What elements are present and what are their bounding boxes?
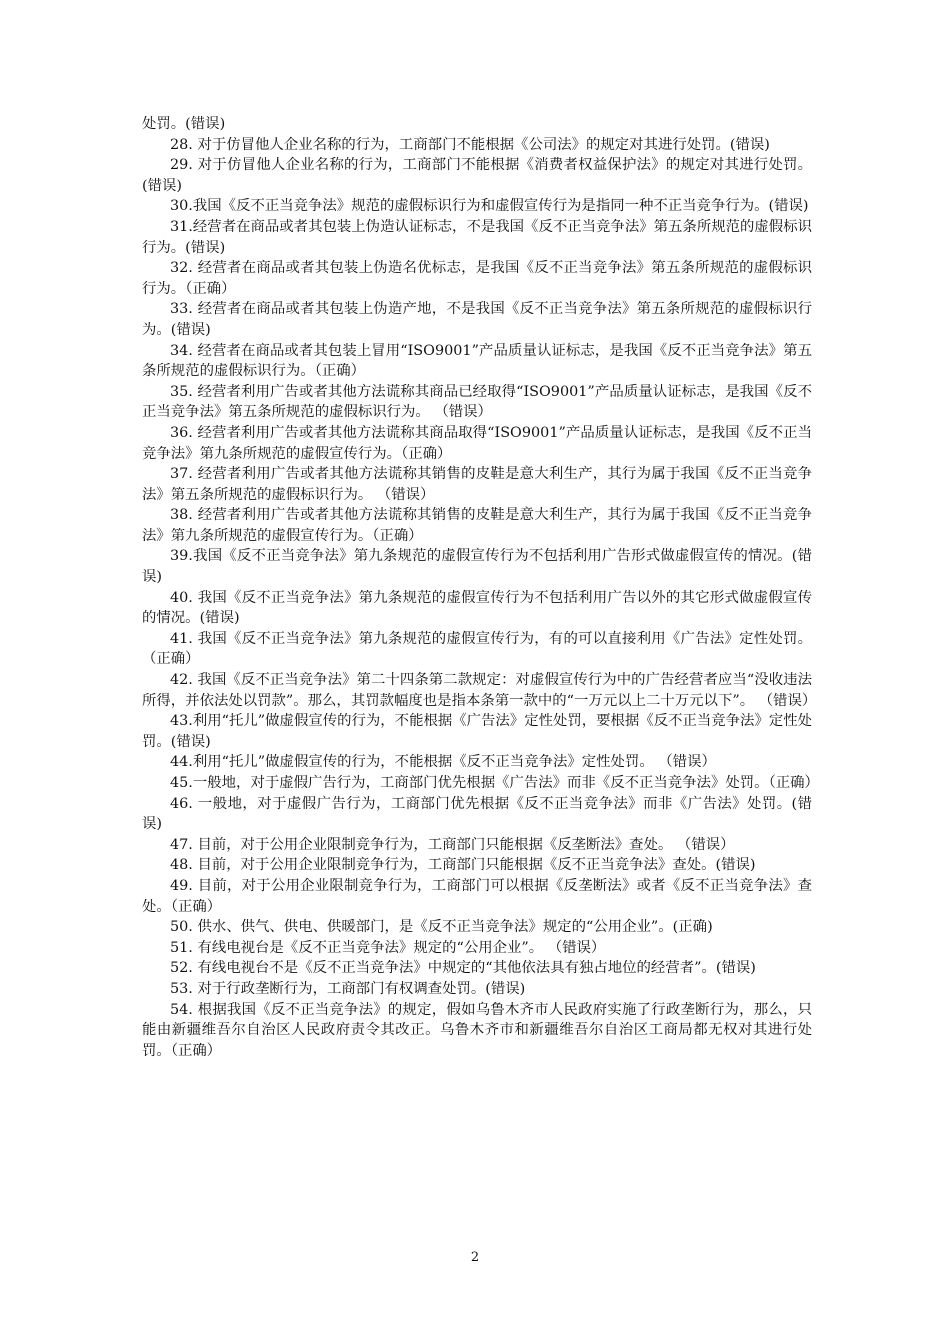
paragraph: 49. 目前，对于公用企业限制竞争行为，工商部门可以根据《反垄断法》或者《反不正当竞争法》查处。（正确） [142, 877, 812, 915]
paragraph: 45.一般地，对于虚假广告行为，工商部门优先根据《广告法》而非《反不正当竞争法》处罚。（正确） [170, 775, 819, 791]
paragraph: 33. 经营者在商品或者其包装上伪造产地，不是我国《反不正当竞争法》第五条所规范的虚假标识行为。(错误) [142, 301, 812, 338]
paragraph: 53. 对于行政垄断行为，工商部门有权调查处罚。(错误) [170, 980, 526, 997]
paragraph: 34. 经营者在商品或者其包装上冒用“ISO9001”产品质量认证标志，是我国《反不正当竞争法》第五条所规范的虚假标识行为。（正确） [142, 342, 812, 380]
paragraph: 46. 一般地，对于虚假广告行为，工商部门优先根据《反不正当竞争法》而非《广告法》处罚。(错误) [142, 795, 812, 833]
paragraph: 38. 经营者利用广告或者其他方法谎称其销售的皮鞋是意大利生产，其行为属于我国《反不正当竞争法》第九条所规范的虚假宣传行为。（正确） [142, 507, 812, 544]
paragraph: 54. 根据我国《反不正当竞争法》的规定，假如乌鲁木齐市人民政府实施了行政垄断行为，那么，只能由新疆维吾尔自治区人民政府责令其改正。乌鲁木齐市和新疆维吾尔自治区工商局都无权对其进行处罚。（正确） [142, 1001, 812, 1059]
paragraph: 36. 经营者利用广告或者其他方法谎称其商品取得“ISO9001”产品质量认证标志，是我国《反不正当竞争法》第九条所规范的虚假宣传行为。（正确） [142, 424, 812, 462]
paragraph: 40. 我国《反不正当竞争法》第九条规范的虚假宣传行为不包括利用广告以外的其它形式做虚假宣传的情况。(错误) [142, 589, 812, 627]
paragraph: 35. 经营者利用广告或者其他方法谎称其商品已经取得“ISO9001”产品质量认证标志，是我国《反不正当竞争法》第五条所规范的虚假标识行为。 （错误） [142, 383, 812, 421]
paragraph: 44.利用“托儿”做虚假宣传的行为，不能根据《反不正当竞争法》定性处罚。 （错误） [170, 754, 716, 771]
paragraph: 48. 目前，对于公用企业限制竞争行为，工商部门只能根据《反不正当竞争法》查处。(错误) [170, 857, 756, 874]
document-body [142, 114, 819, 1061]
paragraph: 37. 经营者利用广告或者其他方法谎称其销售的皮鞋是意大利生产，其行为属于我国《反不正当竞争法》第五条所规范的虚假标识行为。 （错误） [142, 466, 812, 503]
paragraph: 41. 我国《反不正当竞争法》第九条规范的虚假宣传行为，有的可以直接利用《广告法》定性处罚。 （正确） [142, 630, 812, 668]
paragraph: 32. 经营者在商品或者其包装上伪造名优标志，是我国《反不正当竞争法》第五条所规范的虚假标识行为。（正确） [142, 260, 812, 297]
paragraph: 51. 有线电视台是《反不正当竞争法》规定的“公用企业”。 （错误） [170, 939, 606, 956]
page-number: 2 [470, 1250, 480, 1265]
paragraph: 29. 对于仿冒他人企业名称的行为，工商部门不能根据《消费者权益保护法》的规定对其进行处罚。(错误) [142, 157, 812, 194]
paragraph: 47. 目前，对于公用企业限制竞争行为，工商部门只能根据《反垄断法》查处。 （错误） [170, 836, 735, 853]
paragraph: 52. 有线电视台不是《反不正当竞争法》中规定的“其他依法具有独占地位的经营者”。(错误) [170, 960, 756, 977]
paragraph: 31.经营者在商品或者其包装上伪造认证标志，不是我国《反不正当竞争法》第五条所规范的虚假标识行为。(错误) [142, 218, 812, 256]
paragraph: 42. 我国《反不正当竞争法》第二十四条第二款规定：对虚假宣传行为中的广告经营者应当“没收违法所得，并依法处以罚款”。那么，其罚款幅度也是指本条第一款中的“一万元以上二十万元以下”。 （错误） [142, 672, 817, 709]
paragraph: 50. 供水、供气、供电、供暖部门，是《反不正当竞争法》规定的“公用企业”。(正确) [170, 919, 713, 936]
paragraph: 30.我国《反不正当竞争法》规范的虚假标识行为和虚假宣传行为是指同一种不正当竞争行为。(错误) [170, 198, 809, 215]
paragraph: 39.我国《反不正当竞争法》第九条规范的虚假宣传行为不包括利用广告形式做虚假宣传的情况。(错误) [142, 548, 812, 586]
paragraph: 28. 对于仿冒他人企业名称的行为，工商部门不能根据《公司法》的规定对其进行处罚。(错误) [170, 136, 770, 153]
paragraph: 处罚。(错误) [142, 116, 226, 132]
paragraph: 43.利用“托儿”做虚假宣传的行为，不能根据《广告法》定性处罚，要根据《反不正当竞争法》定性处罚。(错误) [142, 713, 813, 750]
